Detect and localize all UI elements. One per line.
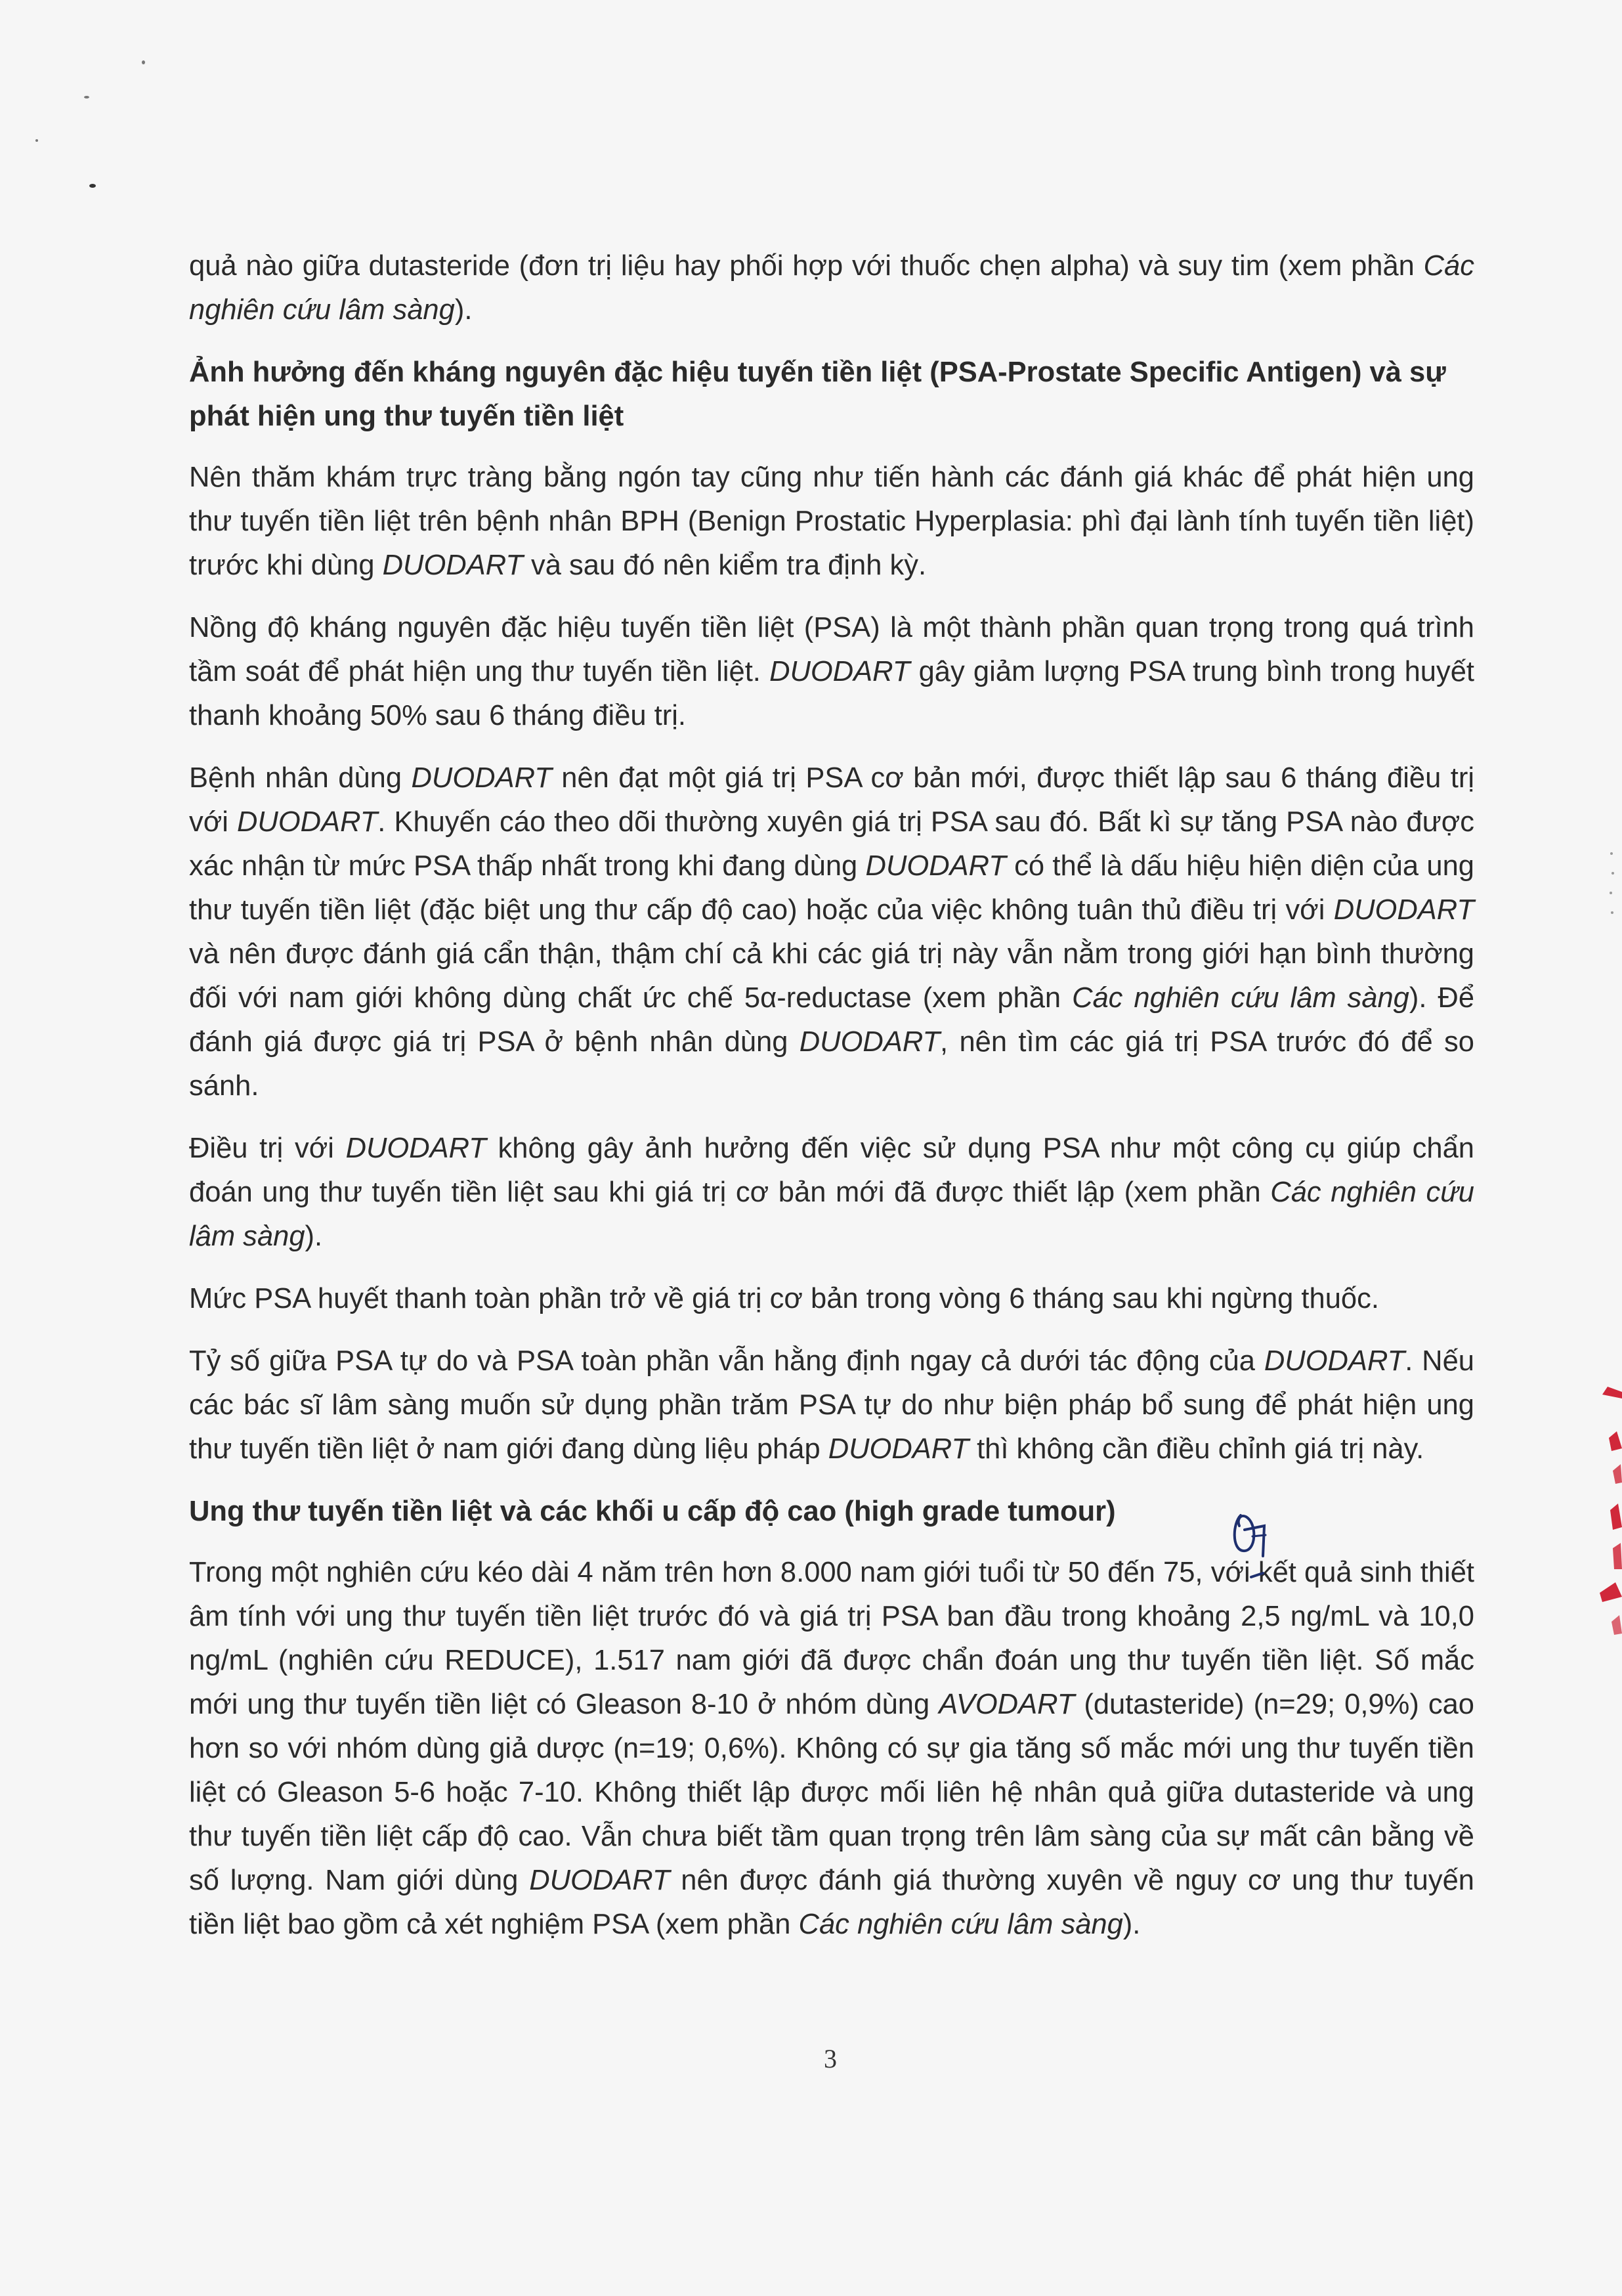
page-number: 3 [824, 2044, 837, 2073]
text-segment: Điều trị với [189, 1133, 346, 1164]
text-segment: và sau đó nên kiểm tra định kỳ. [523, 550, 927, 581]
body-paragraph [189, 244, 1474, 332]
italic-text: DUODART [799, 1026, 941, 1058]
body-paragraph [189, 606, 1474, 738]
text-segment: Trong một nghiên cứu kéo dài 4 năm trên hơn 8.000 nam giới tuổi từ 50 đến 75, với kết quả sinh thiết âm tính với ung thư tuyến tiền liệt trước đó và giá trị PSA ban đầu trong khoảng 2,5 ng/mL và 10,0 ng/mL (nghiên cứu REDUCE), 1.517 nam giới đã được chẩn đoán ung thư tuyến tiền liệt. Số mắc mới ung thư tuyến tiền liệt có Gleason 8-10 ở nhóm dùng [189, 1557, 1474, 1720]
text-segment: Mức PSA huyết thanh toàn phần trở về giá trị cơ bản trong vòng 6 tháng sau khi ngừng thuốc. [189, 1283, 1379, 1314]
italic-text: DUODART [237, 806, 378, 838]
body-paragraph [189, 456, 1474, 588]
text-segment: Nên thăm khám trực tràng bằng ngón tay cũng như tiến hành các đánh giá khác để phát hiện ung thư tuyến tiền liệt trên bệnh nhân BPH (Benign Prostatic Hyperplasia: phì đại lành tính tuyến tiền liệt) trước khi dùng [189, 462, 1474, 581]
text-segment: quả nào giữa dutasteride (đơn trị liệu hay phối hợp với thuốc chẹn alpha) và suy tim (xem phần [189, 250, 1424, 282]
body-paragraph [189, 1277, 1474, 1321]
text-segment: không gây ảnh hưởng đến việc sử dụng PSA như một công cụ giúp chẩn đoán ung thư tuyến tiền liệt sau khi giá trị cơ bản mới đã được thiết lập (xem phần [189, 1133, 1474, 1208]
body-paragraph [189, 756, 1474, 1108]
text-segment: ). [305, 1221, 323, 1252]
italic-text: DUODART [1333, 894, 1474, 926]
scan-speck [142, 60, 145, 64]
italic-text: DUODART [345, 1133, 486, 1164]
handwritten-initials [1226, 1504, 1285, 1582]
italic-text: AVODART [939, 1689, 1075, 1720]
scan-edge-marks [1605, 847, 1618, 926]
scan-speck [35, 139, 38, 142]
text-segment: có thể là dấu hiệu hiện diện của ung thư tuyến tiền liệt (đặc biệt ung thư cấp độ cao) hoặc của việc không tuân thủ điều trị với [189, 850, 1474, 926]
text-segment: Ung thư tuyến tiền liệt và các khối u cấp độ cao (high grade tumour) [189, 1496, 1116, 1527]
text-segment: Bệnh nhân dùng [189, 762, 412, 794]
text-segment: gây giảm lượng PSA trung bình trong huyết thanh khoảng 50% sau 6 tháng điều trị. [189, 656, 1474, 731]
text-segment: , nên tìm các giá trị PSA trước đó để so sánh. [189, 1026, 1474, 1102]
italic-text: DUODART [828, 1433, 970, 1465]
text-segment: ). [1122, 1909, 1141, 1940]
document-body [189, 244, 1474, 1965]
text-segment: và nên được đánh giá cẩn thận, thậm chí cả khi các giá trị này vẫn nằm trong giới hạn bình thường đối với nam giới không dùng chất ức chế 5α-reductase (xem phần [189, 938, 1474, 1014]
text-segment: Tỷ số giữa PSA tự do và PSA toàn phần vẫn hằng định ngay cả dưới tác động của [189, 1345, 1264, 1377]
section-heading [189, 351, 1474, 439]
italic-text: DUODART [382, 550, 523, 581]
text-segment: . Khuyến cáo theo dõi thường xuyên giá trị PSA sau đó. Bất kì sự tăng PSA nào được xác nhận từ mức PSA thấp nhất trong khi đang dùng [189, 806, 1475, 882]
scan-speck [89, 184, 96, 188]
text-segment: Ảnh hưởng đến kháng nguyên đặc hiệu tuyến tiền liệt (PSA-Prostate Specific Antigen) và sự phát hiện ung thư tuyến tiền liệt [189, 357, 1446, 432]
italic-text: DUODART [769, 656, 910, 687]
italic-text: DUODART [865, 850, 1006, 882]
body-paragraph [189, 1339, 1474, 1471]
text-segment: . Nếu các bác sĩ lâm sàng muốn sử dụng phần trăm PSA tự do như biện pháp bổ sung để phát hiện ung thư tuyến tiền liệt ở nam giới đang dùng liệu pháp [189, 1345, 1474, 1465]
text-segment: ). Để đánh giá được giá trị PSA ở bệnh nhân dùng [189, 982, 1475, 1058]
body-paragraph [189, 1551, 1474, 1947]
body-paragraph [189, 1127, 1474, 1259]
text-segment: nên đạt một giá trị PSA cơ bản mới, được thiết lập sau 6 tháng điều trị với [189, 762, 1474, 838]
italic-text: DUODART [1264, 1345, 1405, 1377]
text-segment: nên được đánh giá thường xuyên về nguy cơ ung thư tuyến tiền liệt bao gồm cả xét nghiệm PSA (xem phần [189, 1865, 1475, 1940]
italic-text: DUODART [529, 1865, 670, 1896]
scan-speck [84, 96, 89, 98]
red-stamp-fragment [1583, 1372, 1622, 1668]
text-segment: thì không cần điều chỉnh giá trị này. [969, 1433, 1424, 1465]
italic-text: Các nghiên cứu lâm sàng [189, 1177, 1474, 1252]
italic-text: Các nghiên cứu lâm sàng [798, 1909, 1123, 1940]
text-segment: ). [454, 294, 473, 326]
italic-text: DUODART [411, 762, 552, 794]
text-segment: Nồng độ kháng nguyên đặc hiệu tuyến tiền liệt (PSA) là một thành phần quan trọng trong quá trình tầm soát để phát hiện ung thư tuyến tiền liệt. [189, 612, 1474, 687]
italic-text: Các nghiên cứu lâm sàng [1072, 982, 1409, 1014]
text-segment: (dutasteride) (n=29; 0,9%) cao hơn so với nhóm dùng giả dược (n=19; 0,6%). Không có sự gia tăng số mắc mới ung thư tuyến tiền liệt có Gleason 5-6 hoặc 7-10. Không thiết lập được mối liên hệ nhân quả giữa dutasteride và ung thư tuyến tiền liệt cấp độ cao. Vẫn chưa biết tầm quan trọng trên lâm sàng của sự mất cân bằng về số lượng. Nam giới dùng [189, 1689, 1474, 1896]
italic-text: Các nghiên cứu lâm sàng [189, 250, 1474, 326]
